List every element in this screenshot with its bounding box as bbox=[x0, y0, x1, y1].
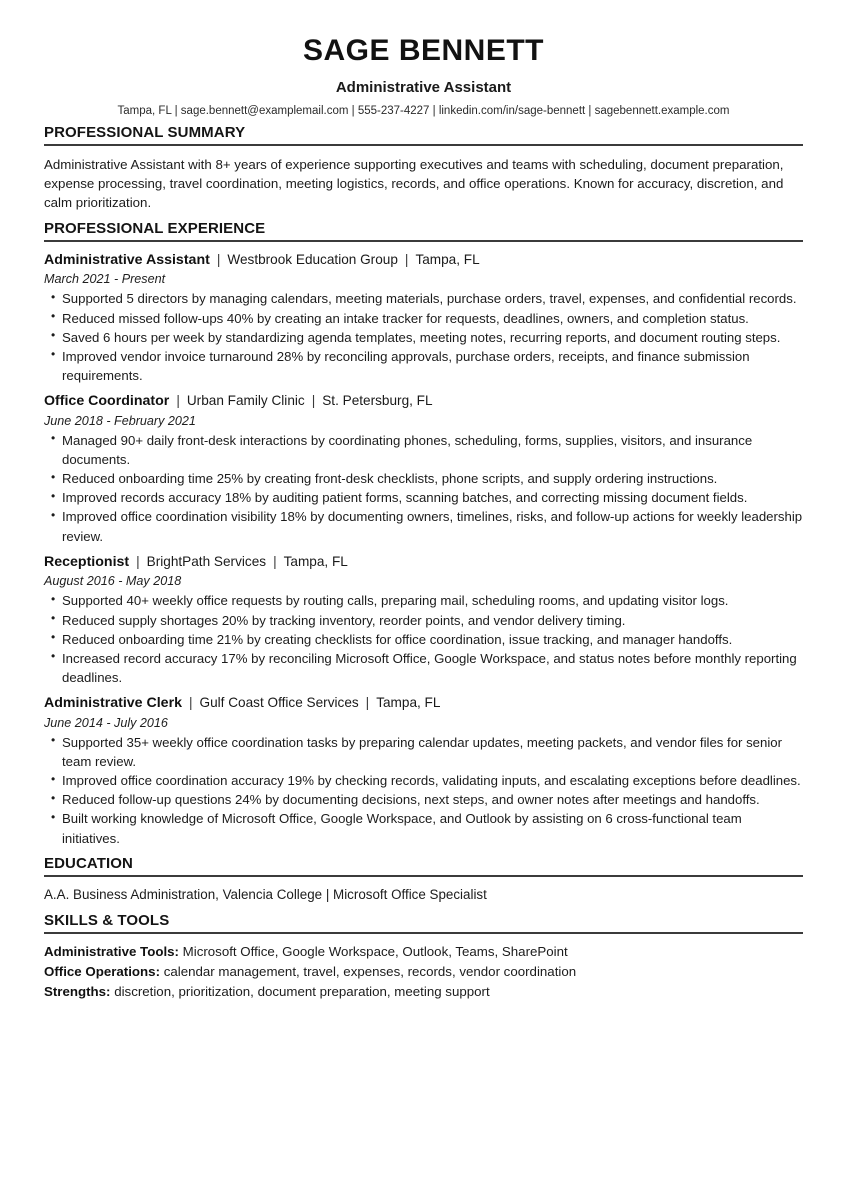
job-bullet: • Reduced onboarding time 25% by creating front-desk checklists, phone scripts, and supply ordering instructions. bbox=[44, 469, 803, 488]
field-separator: | bbox=[136, 553, 140, 569]
job-location: Tampa, FL bbox=[415, 251, 480, 267]
field-separator: | bbox=[216, 251, 221, 267]
section-heading-education: EDUCATION bbox=[44, 854, 133, 872]
job-title: Administrative Clerk bbox=[44, 695, 182, 712]
job-bullet: • Saved 6 hours per week by standardizing agenda templates, meeting notes, recurring reports, and document routing steps. bbox=[44, 328, 803, 347]
job-company: Westbrook Education Group bbox=[227, 251, 398, 267]
job-dates: August 2016 - May 2018 bbox=[44, 574, 182, 589]
job-bullet: • Supported 5 directors by managing calendars, meeting materials, purchase orders, travel, expenses, and confidential records. bbox=[44, 289, 803, 308]
job-bullet-list bbox=[44, 591, 803, 687]
field-separator: | bbox=[404, 251, 409, 267]
job-bullet: • Managed 90+ daily front-desk interactions by coordinating phones, scheduling, forms, supplies, visitors, and insurance documents. bbox=[44, 431, 803, 469]
job-company: Gulf Coast Office Services bbox=[199, 695, 359, 711]
job-bullet: • Improved office coordination visibility 18% by documenting owners, timelines, risks, and follow-up actions for weekly leadership review. bbox=[44, 507, 803, 545]
job-bullet: • Improved vendor invoice turnaround 28% by reconciling approvals, purchase orders, receipts, and finance submission requirements. bbox=[44, 347, 803, 385]
contact-line: Tampa, FL | sage.bennett@examplemail.com | 555-237-4227 | linkedin.com/in/sage-bennett | sagebennett.example.com bbox=[117, 104, 730, 117]
job-location: Tampa, FL bbox=[283, 553, 348, 569]
skill-category-value: calendar management, travel, expenses, records, vendor coordination bbox=[160, 963, 577, 979]
section-heading-experience: PROFESSIONAL EXPERIENCE bbox=[44, 219, 266, 237]
experience-entry bbox=[44, 251, 803, 385]
experience-list bbox=[44, 251, 803, 848]
job-company: Urban Family Clinic bbox=[186, 393, 305, 409]
job-dates: March 2021 - Present bbox=[44, 272, 166, 287]
skill-category-value: Microsoft Office, Google Workspace, Outlook, Teams, SharePoint bbox=[178, 943, 568, 959]
job-bullet: • Built working knowledge of Microsoft Office, Google Workspace, and Outlook by assisting on 6 cross-functional team initiatives. bbox=[44, 809, 803, 847]
skill-category-label: Administrative Tools: bbox=[44, 943, 179, 959]
field-separator: | bbox=[273, 553, 277, 569]
section-divider bbox=[44, 932, 803, 934]
job-bullet: • Improved records accuracy 18% by auditing patient forms, scanning batches, and correcting missing document fields. bbox=[44, 488, 803, 507]
skill-category-value: discretion, prioritization, document preparation, meeting support bbox=[110, 983, 490, 999]
experience-heading-line bbox=[44, 694, 803, 713]
job-bullet: • Supported 40+ weekly office requests by routing calls, preparing mail, scheduling rooms, and updating visitor logs. bbox=[44, 591, 803, 610]
field-separator: | bbox=[365, 695, 370, 711]
field-separator: | bbox=[176, 393, 180, 409]
section-divider bbox=[44, 144, 803, 146]
job-bullet: • Supported 35+ weekly office coordination tasks by preparing calendar updates, meeting packets, and vendor files for senior team review. bbox=[44, 733, 803, 771]
education-entry: A.A. Business Administration, Valencia College | Microsoft Office Specialist bbox=[44, 886, 487, 902]
job-company: BrightPath Services bbox=[146, 553, 267, 569]
job-bullet: • Reduced missed follow-ups 40% by creating an intake tracker for requests, deadlines, owners, and completion status. bbox=[44, 309, 803, 328]
experience-heading-line bbox=[44, 392, 803, 411]
section-heading-skills: SKILLS & TOOLS bbox=[44, 911, 170, 929]
job-bullet-list bbox=[44, 733, 803, 848]
field-separator: | bbox=[188, 695, 193, 711]
job-bullet: • Reduced supply shortages 20% by tracking inventory, reorder points, and vendor delivery timing. bbox=[44, 611, 803, 630]
skill-row bbox=[44, 982, 803, 1002]
job-bullet-list bbox=[44, 289, 803, 385]
experience-heading-line bbox=[44, 251, 803, 270]
candidate-name: SAGE BENNETT bbox=[302, 34, 545, 67]
skill-row bbox=[44, 962, 803, 982]
job-title: Receptionist bbox=[44, 553, 130, 570]
job-bullet: • Improved office coordination accuracy 19% by checking records, validating inputs, and escalating exceptions before deadlines. bbox=[44, 771, 803, 790]
experience-entry bbox=[44, 694, 803, 848]
job-bullet: • Reduced follow-up questions 24% by documenting decisions, next steps, and owner notes after meetings and handoffs. bbox=[44, 790, 803, 809]
job-title: Administrative Assistant bbox=[44, 251, 210, 268]
job-title: Office Coordinator bbox=[44, 393, 170, 410]
section-heading-summary: PROFESSIONAL SUMMARY bbox=[44, 123, 246, 141]
job-location: Tampa, FL bbox=[376, 695, 441, 711]
job-location: St. Petersburg, FL bbox=[322, 393, 433, 409]
experience-entry bbox=[44, 553, 803, 687]
job-dates: June 2018 - February 2021 bbox=[44, 413, 196, 428]
experience-entry bbox=[44, 392, 803, 546]
candidate-headline: Administrative Assistant bbox=[335, 78, 512, 96]
skills-list bbox=[44, 942, 803, 1003]
job-bullet-list bbox=[44, 431, 803, 546]
skill-category-label: Strengths: bbox=[44, 983, 111, 999]
section-divider bbox=[44, 875, 803, 877]
skill-category-label: Office Operations: bbox=[44, 963, 160, 979]
experience-heading-line bbox=[44, 553, 803, 572]
section-divider bbox=[44, 240, 803, 242]
professional-summary-text: Administrative Assistant with 8+ years of experience supporting executives and teams with scheduling, document preparation, expense processing, travel coordination, meeting logistics, records, and office operations. Known for accuracy, discretion, and calm prioritization. bbox=[44, 156, 784, 211]
job-bullet: • Reduced onboarding time 21% by creating checklists for office coordination, issue tracking, and manager handoffs. bbox=[44, 630, 803, 649]
job-bullet: • Increased record accuracy 17% by reconciling Microsoft Office, Google Workspace, and status notes before monthly reporting deadlines. bbox=[44, 649, 803, 687]
field-separator: | bbox=[311, 393, 316, 409]
skill-row bbox=[44, 942, 803, 962]
job-dates: June 2014 - July 2016 bbox=[44, 715, 168, 730]
